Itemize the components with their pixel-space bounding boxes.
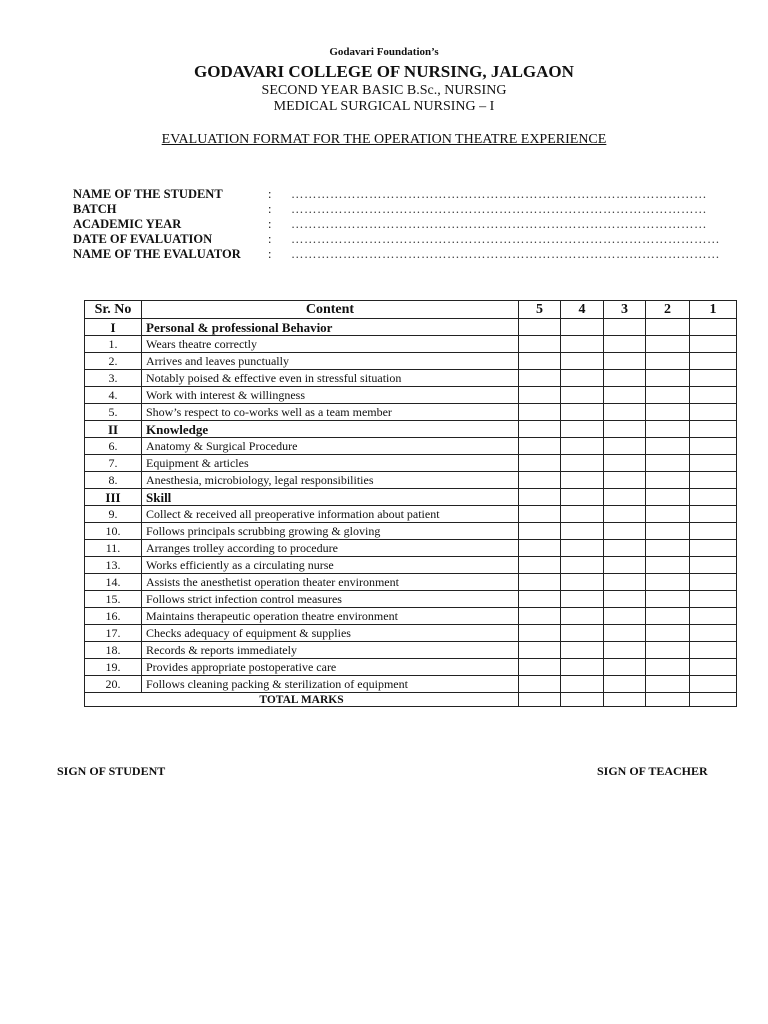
content-cell: Provides appropriate postoperative care bbox=[142, 659, 519, 676]
student-name-field[interactable]: …………………………………………………………………………………… bbox=[291, 187, 707, 201]
score-cell[interactable] bbox=[561, 387, 604, 404]
score-cell[interactable] bbox=[646, 608, 690, 625]
sr-no-cell: 14. bbox=[85, 574, 142, 591]
form-title: EVALUATION FORMAT FOR THE OPERATION THEATRE EXPERIENCE bbox=[161, 132, 607, 147]
score-cell[interactable] bbox=[690, 608, 737, 625]
score-cell[interactable] bbox=[646, 387, 690, 404]
table-row bbox=[85, 404, 737, 421]
score-cell[interactable] bbox=[604, 455, 646, 472]
college-name: GODAVARI COLLEGE OF NURSING, JALGAON bbox=[194, 62, 574, 81]
score-cell[interactable] bbox=[690, 455, 737, 472]
sr-no-cell: 2. bbox=[85, 353, 142, 370]
score-cell[interactable] bbox=[604, 523, 646, 540]
table-row bbox=[85, 336, 737, 353]
table-row bbox=[85, 523, 737, 540]
course-name: MEDICAL SURGICAL NURSING – I bbox=[273, 99, 495, 114]
score-cell[interactable] bbox=[519, 438, 561, 455]
score-cell[interactable] bbox=[519, 676, 561, 693]
content-cell: Anesthesia, microbiology, legal responsibilities bbox=[142, 472, 519, 489]
content-cell: Maintains therapeutic operation theatre environment bbox=[142, 608, 519, 625]
score-cell[interactable] bbox=[690, 421, 737, 438]
section-title-cell: Personal & professional Behavior bbox=[142, 319, 519, 336]
sr-no-cell: 3. bbox=[85, 370, 142, 387]
batch-field[interactable]: …………………………………………………………………………………… bbox=[291, 202, 707, 216]
score-cell[interactable] bbox=[561, 370, 604, 387]
content-cell: Anatomy & Surgical Procedure bbox=[142, 438, 519, 455]
info-label: ACADEMIC YEAR bbox=[73, 217, 182, 231]
score-cell[interactable] bbox=[561, 472, 604, 489]
score-cell[interactable] bbox=[690, 336, 737, 353]
score-cell[interactable] bbox=[646, 506, 690, 523]
score-cell[interactable] bbox=[690, 591, 737, 608]
score-cell[interactable] bbox=[604, 489, 646, 506]
student-signature: SIGN OF STUDENT bbox=[57, 764, 166, 778]
content-cell: Collect & received all preoperative information about patient bbox=[142, 506, 519, 523]
header-score-3: 3 bbox=[604, 301, 646, 319]
table-row bbox=[85, 608, 737, 625]
score-cell[interactable] bbox=[519, 540, 561, 557]
info-colon: : bbox=[268, 202, 272, 216]
sr-no-cell: 9. bbox=[85, 506, 142, 523]
score-cell[interactable] bbox=[519, 574, 561, 591]
score-cell[interactable] bbox=[604, 472, 646, 489]
score-cell[interactable] bbox=[519, 404, 561, 421]
score-cell[interactable] bbox=[646, 353, 690, 370]
score-cell[interactable] bbox=[604, 625, 646, 642]
score-cell[interactable] bbox=[604, 540, 646, 557]
info-row-academic-year bbox=[73, 217, 707, 232]
score-cell[interactable] bbox=[690, 693, 737, 707]
content-cell: Show’s respect to co-works well as a team member bbox=[142, 404, 519, 421]
score-cell[interactable] bbox=[519, 523, 561, 540]
score-cell[interactable] bbox=[519, 642, 561, 659]
total-marks-label: TOTAL MARKS bbox=[85, 693, 519, 707]
section-row bbox=[85, 319, 737, 336]
content-cell: Follows principals scrubbing growing & gloving bbox=[142, 523, 519, 540]
score-cell[interactable] bbox=[519, 659, 561, 676]
table-header-row bbox=[85, 301, 737, 319]
score-cell[interactable] bbox=[604, 557, 646, 574]
score-cell[interactable] bbox=[690, 540, 737, 557]
score-cell[interactable] bbox=[690, 353, 737, 370]
info-label: DATE OF EVALUATION bbox=[73, 232, 213, 246]
info-colon: : bbox=[268, 247, 272, 261]
score-cell[interactable] bbox=[646, 574, 690, 591]
score-cell[interactable] bbox=[646, 693, 690, 707]
foundation-name: Godavari Foundation’s bbox=[329, 46, 439, 58]
table-row bbox=[85, 591, 737, 608]
info-label: NAME OF THE EVALUATOR bbox=[73, 247, 241, 261]
table-row bbox=[85, 659, 737, 676]
section-row bbox=[85, 421, 737, 438]
score-cell[interactable] bbox=[561, 421, 604, 438]
score-cell[interactable] bbox=[519, 387, 561, 404]
sr-no-cell: 18. bbox=[85, 642, 142, 659]
sr-no-cell: 7. bbox=[85, 455, 142, 472]
score-cell[interactable] bbox=[604, 353, 646, 370]
score-cell[interactable] bbox=[690, 659, 737, 676]
score-cell[interactable] bbox=[690, 676, 737, 693]
score-cell[interactable] bbox=[561, 489, 604, 506]
score-cell[interactable] bbox=[604, 676, 646, 693]
score-cell[interactable] bbox=[561, 676, 604, 693]
score-cell[interactable] bbox=[561, 625, 604, 642]
sr-no-cell: 5. bbox=[85, 404, 142, 421]
table-row bbox=[85, 676, 737, 693]
header-score-2: 2 bbox=[646, 301, 690, 319]
table-row bbox=[85, 472, 737, 489]
score-cell[interactable] bbox=[690, 506, 737, 523]
score-cell[interactable] bbox=[646, 625, 690, 642]
content-cell: Follows strict infection control measures bbox=[142, 591, 519, 608]
score-cell[interactable] bbox=[646, 676, 690, 693]
table-row bbox=[85, 506, 737, 523]
score-cell[interactable] bbox=[561, 540, 604, 557]
score-cell[interactable] bbox=[646, 421, 690, 438]
section-title-cell: Knowledge bbox=[142, 421, 519, 438]
table-row bbox=[85, 557, 737, 574]
sr-no-cell: 8. bbox=[85, 472, 142, 489]
score-cell[interactable] bbox=[561, 404, 604, 421]
score-cell[interactable] bbox=[519, 557, 561, 574]
score-cell[interactable] bbox=[690, 370, 737, 387]
score-cell[interactable] bbox=[561, 319, 604, 336]
sr-no-cell: 13. bbox=[85, 557, 142, 574]
evaluation-table bbox=[84, 300, 737, 707]
sr-no-cell: I bbox=[85, 319, 142, 336]
score-cell[interactable] bbox=[604, 387, 646, 404]
score-cell[interactable] bbox=[646, 540, 690, 557]
info-label: BATCH bbox=[73, 202, 117, 216]
score-cell[interactable] bbox=[690, 642, 737, 659]
score-cell[interactable] bbox=[519, 319, 561, 336]
date-field[interactable]: ……………………………………………………………………………………… bbox=[291, 232, 720, 246]
table-row bbox=[85, 387, 737, 404]
table-row bbox=[85, 625, 737, 642]
info-row-student-name bbox=[73, 187, 707, 202]
score-cell[interactable] bbox=[519, 625, 561, 642]
score-cell[interactable] bbox=[646, 370, 690, 387]
score-cell[interactable] bbox=[604, 370, 646, 387]
score-cell[interactable] bbox=[690, 574, 737, 591]
header-score-1: 1 bbox=[690, 301, 737, 319]
info-colon: : bbox=[268, 187, 272, 201]
score-cell[interactable] bbox=[519, 421, 561, 438]
sr-no-cell: 4. bbox=[85, 387, 142, 404]
content-cell: Assists the anesthetist operation theater environment bbox=[142, 574, 519, 591]
sr-no-cell: 11. bbox=[85, 540, 142, 557]
score-cell[interactable] bbox=[690, 387, 737, 404]
score-cell[interactable] bbox=[604, 642, 646, 659]
score-cell[interactable] bbox=[604, 336, 646, 353]
section-title-cell: Skill bbox=[142, 489, 519, 506]
score-cell[interactable] bbox=[646, 591, 690, 608]
content-cell: Follows cleaning packing & sterilization of equipment bbox=[142, 676, 519, 693]
score-cell[interactable] bbox=[604, 693, 646, 707]
header-score-5: 5 bbox=[519, 301, 561, 319]
score-cell[interactable] bbox=[604, 421, 646, 438]
score-cell[interactable] bbox=[690, 625, 737, 642]
content-cell: Equipment & articles bbox=[142, 455, 519, 472]
content-cell: Arrives and leaves punctually bbox=[142, 353, 519, 370]
program-year: SECOND YEAR BASIC B.Sc., NURSING bbox=[261, 83, 507, 98]
sr-no-cell: 17. bbox=[85, 625, 142, 642]
score-cell[interactable] bbox=[561, 642, 604, 659]
score-cell[interactable] bbox=[646, 642, 690, 659]
info-colon: : bbox=[268, 217, 272, 231]
score-cell[interactable] bbox=[519, 608, 561, 625]
score-cell[interactable] bbox=[690, 557, 737, 574]
score-cell[interactable] bbox=[519, 370, 561, 387]
score-cell[interactable] bbox=[561, 574, 604, 591]
score-cell[interactable] bbox=[604, 319, 646, 336]
score-cell[interactable] bbox=[646, 404, 690, 421]
score-cell[interactable] bbox=[561, 506, 604, 523]
table-row bbox=[85, 370, 737, 387]
score-cell[interactable] bbox=[646, 336, 690, 353]
table-body bbox=[85, 319, 737, 693]
sr-no-cell: II bbox=[85, 421, 142, 438]
score-cell[interactable] bbox=[561, 557, 604, 574]
sr-no-cell: 16. bbox=[85, 608, 142, 625]
sr-no-cell: 6. bbox=[85, 438, 142, 455]
score-cell[interactable] bbox=[604, 608, 646, 625]
score-cell[interactable] bbox=[519, 472, 561, 489]
table-row bbox=[85, 642, 737, 659]
table-row bbox=[85, 455, 737, 472]
content-cell: Works efficiently as a circulating nurse bbox=[142, 557, 519, 574]
score-cell[interactable] bbox=[561, 591, 604, 608]
content-cell: Wears theatre correctly bbox=[142, 336, 519, 353]
score-cell[interactable] bbox=[519, 489, 561, 506]
score-cell[interactable] bbox=[561, 438, 604, 455]
score-cell[interactable] bbox=[519, 591, 561, 608]
info-label: NAME OF THE STUDENT bbox=[73, 187, 223, 201]
score-cell[interactable] bbox=[561, 455, 604, 472]
score-cell[interactable] bbox=[646, 557, 690, 574]
score-cell[interactable] bbox=[604, 574, 646, 591]
score-cell[interactable] bbox=[646, 523, 690, 540]
section-row bbox=[85, 489, 737, 506]
sr-no-cell: 20. bbox=[85, 676, 142, 693]
score-cell[interactable] bbox=[604, 659, 646, 676]
score-cell[interactable] bbox=[646, 489, 690, 506]
score-cell[interactable] bbox=[604, 506, 646, 523]
score-cell[interactable] bbox=[690, 523, 737, 540]
info-row-evaluator bbox=[73, 247, 720, 262]
table-row bbox=[85, 540, 737, 557]
score-cell[interactable] bbox=[646, 472, 690, 489]
score-cell[interactable] bbox=[604, 591, 646, 608]
score-cell[interactable] bbox=[646, 319, 690, 336]
evaluator-field[interactable]: ……………………………………………………………………………………… bbox=[291, 247, 720, 261]
score-cell[interactable] bbox=[646, 455, 690, 472]
table-row bbox=[85, 438, 737, 455]
score-cell[interactable] bbox=[561, 336, 604, 353]
content-cell: Records & reports immediately bbox=[142, 642, 519, 659]
content-cell: Work with interest & willingness bbox=[142, 387, 519, 404]
score-cell[interactable] bbox=[519, 336, 561, 353]
sr-no-cell: III bbox=[85, 489, 142, 506]
score-cell[interactable] bbox=[690, 404, 737, 421]
sr-no-cell: 10. bbox=[85, 523, 142, 540]
score-cell[interactable] bbox=[646, 438, 690, 455]
score-cell[interactable] bbox=[690, 438, 737, 455]
score-cell[interactable] bbox=[604, 438, 646, 455]
total-row bbox=[85, 693, 737, 707]
score-cell[interactable] bbox=[519, 693, 561, 707]
content-cell: Notably poised & effective even in stressful situation bbox=[142, 370, 519, 387]
score-cell[interactable] bbox=[690, 489, 737, 506]
score-cell[interactable] bbox=[561, 659, 604, 676]
sr-no-cell: 15. bbox=[85, 591, 142, 608]
score-cell[interactable] bbox=[561, 523, 604, 540]
content-cell: Arranges trolley according to procedure bbox=[142, 540, 519, 557]
info-colon: : bbox=[268, 232, 272, 246]
score-cell[interactable] bbox=[561, 608, 604, 625]
score-cell[interactable] bbox=[561, 353, 604, 370]
academic-year-field[interactable]: …………………………………………………………………………………… bbox=[291, 217, 707, 231]
score-cell[interactable] bbox=[519, 353, 561, 370]
table-row bbox=[85, 574, 737, 591]
score-cell[interactable] bbox=[690, 319, 737, 336]
header-score-4: 4 bbox=[561, 301, 604, 319]
score-cell[interactable] bbox=[604, 404, 646, 421]
score-cell[interactable] bbox=[690, 472, 737, 489]
header-sr-no: Sr. No bbox=[85, 301, 142, 319]
table-row bbox=[85, 353, 737, 370]
info-row-date bbox=[73, 232, 720, 247]
score-cell[interactable] bbox=[561, 693, 604, 707]
score-cell[interactable] bbox=[519, 455, 561, 472]
score-cell[interactable] bbox=[519, 506, 561, 523]
info-row-batch bbox=[73, 202, 707, 217]
content-cell: Checks adequacy of equipment & supplies bbox=[142, 625, 519, 642]
sr-no-cell: 19. bbox=[85, 659, 142, 676]
sr-no-cell: 1. bbox=[85, 336, 142, 353]
header-content: Content bbox=[142, 301, 519, 319]
teacher-signature: SIGN OF TEACHER bbox=[597, 764, 708, 778]
score-cell[interactable] bbox=[646, 659, 690, 676]
